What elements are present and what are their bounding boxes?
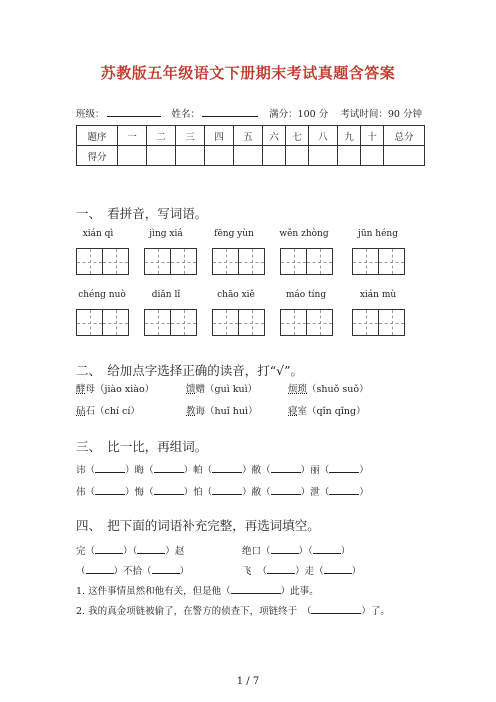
- pinyin-label: chéng nuò: [78, 290, 126, 300]
- reading-item[interactable]: 酵母（jiào xiào）: [76, 384, 155, 395]
- header-cell: 四: [205, 126, 234, 146]
- answer-blank[interactable]: [271, 486, 301, 495]
- pinyin-label: fēng yùn: [214, 229, 254, 239]
- reading-item[interactable]: 寝室（qǐn qǐng）: [288, 406, 366, 417]
- student-info-line: [76, 106, 422, 120]
- compare-row-1: 讳（ ）晦（ ）帕（ ）敝（ ）丽（ ）: [76, 465, 369, 476]
- idiom-item: 完（ ）（ ）赵: [76, 546, 185, 557]
- answer-blank[interactable]: [212, 464, 242, 473]
- header-cell: 九: [338, 126, 361, 146]
- reading-item[interactable]: 烦琐（shuǒ suǒ）: [288, 384, 369, 395]
- writing-grid-cell[interactable]: [280, 248, 307, 275]
- pinyin-label: wěn zhòng: [279, 229, 329, 239]
- answer-blank[interactable]: [329, 486, 359, 495]
- fill-question-1: 1. 这件事情虽然和他有关，但是他（ ）此事。: [76, 586, 319, 597]
- section-4-heading: 四、 把下面的词语补充完整，再选词填空。: [76, 518, 320, 533]
- pinyin-label: xián mù: [359, 290, 397, 300]
- header-cell: 七: [286, 126, 309, 146]
- writing-grid-cell[interactable]: [352, 309, 379, 336]
- section-1-heading: 一、 看拼音，写词语。: [76, 206, 208, 221]
- answer-blank[interactable]: [86, 565, 114, 574]
- answer-blank[interactable]: [95, 486, 125, 495]
- score-cell[interactable]: [384, 146, 425, 166]
- answer-blank[interactable]: [154, 486, 184, 495]
- header-cell: 一: [118, 126, 147, 146]
- answer-blank[interactable]: [137, 545, 165, 554]
- writing-grid-cell[interactable]: [280, 309, 307, 336]
- answer-blank[interactable]: [152, 565, 180, 574]
- writing-grid-cell[interactable]: [170, 309, 197, 336]
- writing-grid-cell[interactable]: [76, 248, 103, 275]
- score-cell[interactable]: [147, 146, 176, 166]
- header-cell: 三: [176, 126, 205, 146]
- compare-row-2: 伟（ ）悔（ ）怕（ ）敝（ ）泄（ ）: [76, 487, 369, 498]
- fill-question-2: 2. 我的真金项链被偷了，在警方的侦查下，项链终于 （ ）了。: [76, 606, 390, 617]
- writing-grid-cell[interactable]: [238, 309, 265, 336]
- row-label: 得分: [77, 146, 118, 166]
- writing-grid-cell[interactable]: [170, 248, 197, 275]
- writing-grid-cell[interactable]: [102, 309, 129, 336]
- full-score: 满分：100 分: [269, 109, 329, 120]
- writing-grid-cell[interactable]: [144, 309, 171, 336]
- writing-grid-cell[interactable]: [144, 248, 171, 275]
- answer-blank[interactable]: [271, 545, 299, 554]
- exam-time: 考试时间：90 分钟: [340, 109, 422, 120]
- answer-blank[interactable]: [212, 486, 242, 495]
- writing-grid-cell[interactable]: [212, 309, 239, 336]
- writing-grid-cell[interactable]: [352, 248, 379, 275]
- answer-blank[interactable]: [324, 565, 352, 574]
- pinyin-label: jìng xiá: [149, 229, 183, 239]
- pinyin-label: jūn héng: [358, 229, 398, 239]
- score-cell[interactable]: [205, 146, 234, 166]
- writing-grid-cell[interactable]: [306, 248, 333, 275]
- header-cell: 五: [234, 126, 263, 146]
- header-cell: 十: [361, 126, 384, 146]
- score-cell[interactable]: [176, 146, 205, 166]
- name-blank[interactable]: [202, 107, 258, 117]
- writing-grid-cell[interactable]: [102, 248, 129, 275]
- answer-blank[interactable]: [231, 585, 281, 594]
- reading-item[interactable]: 馈赠（guì kuì）: [186, 384, 258, 395]
- score-cell[interactable]: [338, 146, 361, 166]
- answer-blank[interactable]: [267, 565, 295, 574]
- class-label: 班级：: [76, 109, 105, 120]
- writing-grid-cell[interactable]: [378, 309, 405, 336]
- answer-blank[interactable]: [313, 545, 341, 554]
- page-title: 苏教版五年级语文下册期末考试真题含答案: [100, 64, 396, 82]
- score-cell[interactable]: [234, 146, 263, 166]
- writing-grid-cell[interactable]: [212, 248, 239, 275]
- writing-grid-cell[interactable]: [238, 248, 265, 275]
- answer-blank[interactable]: [311, 605, 361, 614]
- answer-blank[interactable]: [154, 464, 184, 473]
- pinyin-label: diǎn lǐ: [151, 290, 181, 300]
- score-table-header-row: [77, 126, 425, 146]
- idiom-item: （ ）不拾（ ）: [76, 566, 190, 577]
- reading-item[interactable]: 砧石（chí cí）: [76, 406, 140, 417]
- page-number: 1 / 7: [236, 676, 260, 687]
- score-cell[interactable]: [263, 146, 286, 166]
- reading-item[interactable]: 教诲（huǐ huì）: [186, 406, 258, 417]
- answer-blank[interactable]: [329, 464, 359, 473]
- writing-grid-cell[interactable]: [306, 309, 333, 336]
- writing-grid-cell[interactable]: [76, 309, 103, 336]
- section-3-heading: 三、 比一比，再组词。: [76, 439, 208, 454]
- pinyin-label: chāo xiě: [217, 290, 255, 300]
- header-cell: 题序: [77, 126, 118, 146]
- answer-blank[interactable]: [95, 464, 125, 473]
- name-label: 姓名：: [171, 109, 201, 120]
- writing-grid-cell[interactable]: [378, 248, 405, 275]
- section-2-heading: 二、 给加点字选择正确的读音，打“√”。: [76, 363, 303, 378]
- header-cell: 六: [263, 126, 286, 146]
- header-cell: 八: [309, 126, 338, 146]
- pinyin-label: máo tíng: [285, 290, 327, 300]
- answer-blank[interactable]: [95, 545, 123, 554]
- score-cell[interactable]: [309, 146, 338, 166]
- header-cell: 总分: [384, 126, 425, 146]
- header-cell: 二: [147, 126, 176, 146]
- idiom-item: 绝口（ ）（ ）: [242, 546, 351, 557]
- score-table-score-row: [77, 146, 425, 166]
- score-cell[interactable]: [361, 146, 384, 166]
- score-cell[interactable]: [118, 146, 147, 166]
- score-table: [76, 125, 425, 166]
- class-blank[interactable]: [107, 107, 161, 117]
- pinyin-label: xián qì: [82, 229, 114, 239]
- answer-blank[interactable]: [271, 464, 301, 473]
- score-cell[interactable]: [286, 146, 309, 166]
- idiom-item: 飞 （ ）走（ ）: [242, 566, 362, 577]
